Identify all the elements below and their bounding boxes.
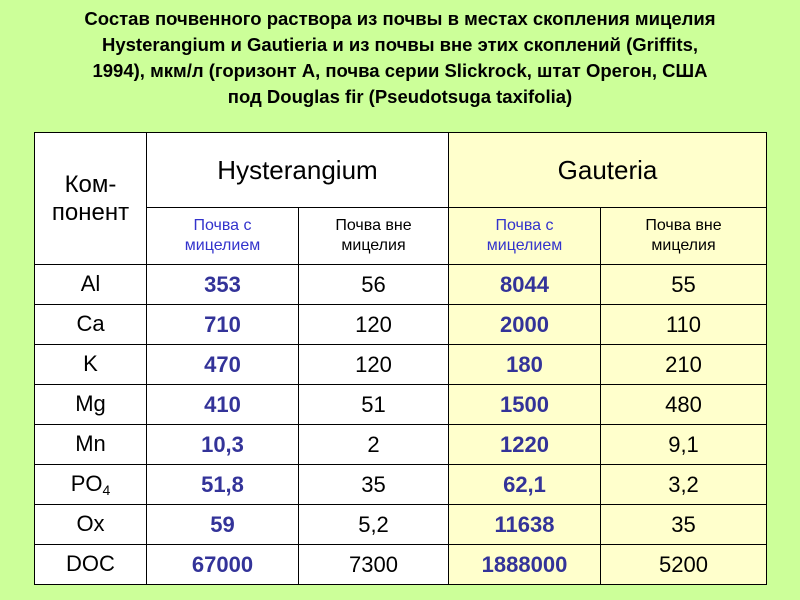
title-line: под Douglas fir (Pseudotsuga taxifolia) (227, 86, 573, 107)
gaut-with-value: 11638 (449, 505, 601, 545)
hyst-with-value: 51,8 (147, 465, 299, 505)
subheader-line: Почва с (193, 217, 252, 234)
subheader-line: Почва с (495, 217, 554, 234)
table-row (35, 425, 767, 465)
subheader-line: Почва вне (335, 217, 412, 234)
component-name: $PO_4$ (35, 465, 147, 505)
gaut-with-value: 8044 (449, 265, 601, 305)
gaut-without-value: 5200 (601, 545, 767, 585)
group-header-gauteria: Gauteria (449, 133, 767, 208)
subheader-line: мицелием (184, 237, 261, 254)
gaut-without-value: 55 (601, 265, 767, 305)
gaut-without-value: 3,2 (601, 465, 767, 505)
hyst-with-value: 353 (147, 265, 299, 305)
component-header-line: Ком- (64, 170, 117, 198)
subheader-line: мицелия (341, 237, 406, 254)
gaut-with-value: 1500 (449, 385, 601, 425)
title-line: Hysterangium и Gautieria и из почвы вне этих скоплений (Griffits, (101, 34, 699, 55)
hyst-with-value: 10,3 (147, 425, 299, 465)
subheader-hyst-without-mycelium (299, 208, 449, 265)
component-name: Ca (35, 305, 147, 345)
gaut-with-value: 180 (449, 345, 601, 385)
component-name: Mn (35, 425, 147, 465)
subheader-hyst-with-mycelium (147, 208, 299, 265)
table-row (35, 545, 767, 585)
hyst-without-value: 120 (299, 345, 449, 385)
subheader-line: мицелия (651, 237, 716, 254)
gaut-with-value: 2000 (449, 305, 601, 345)
hyst-without-value: 7300 (299, 545, 449, 585)
slide-title (10, 6, 790, 110)
table-row (35, 385, 767, 425)
hyst-without-value: 120 (299, 305, 449, 345)
soil-solution-table (34, 132, 767, 585)
title-line: 1994), мкм/л (горизонт А, почва серии Slickrock, штат Орегон, США (92, 60, 708, 81)
hyst-with-value: 710 (147, 305, 299, 345)
title-line: Состав почвенного раствора из почвы в местах скопления мицелия (84, 8, 716, 29)
component-name: K (35, 345, 147, 385)
table-row (35, 465, 767, 505)
gaut-with-value: 62,1 (449, 465, 601, 505)
subheader-line: Почва вне (645, 217, 722, 234)
subheader-line: мицелием (486, 237, 563, 254)
component-header-line: понент (51, 198, 130, 226)
gaut-without-value: 480 (601, 385, 767, 425)
gaut-without-value: 110 (601, 305, 767, 345)
hyst-without-value: 56 (299, 265, 449, 305)
hyst-without-value: 51 (299, 385, 449, 425)
gaut-without-value: 35 (601, 505, 767, 545)
hyst-without-value: 5,2 (299, 505, 449, 545)
hyst-without-value: 2 (299, 425, 449, 465)
component-name: Mg (35, 385, 147, 425)
gaut-with-value: 1888000 (449, 545, 601, 585)
subheader-gaut-without-mycelium (601, 208, 767, 265)
subheader-gaut-with-mycelium (449, 208, 601, 265)
hyst-without-value: 35 (299, 465, 449, 505)
hyst-with-value: 59 (147, 505, 299, 545)
gaut-without-value: 210 (601, 345, 767, 385)
gaut-with-value: 1220 (449, 425, 601, 465)
component-header (35, 133, 147, 265)
component-name: DOC (35, 545, 147, 585)
hyst-with-value: 67000 (147, 545, 299, 585)
group-header-hysterangium: Hysterangium (147, 133, 449, 208)
gaut-without-value: 9,1 (601, 425, 767, 465)
hyst-with-value: 470 (147, 345, 299, 385)
table-row (35, 305, 767, 345)
hyst-with-value: 410 (147, 385, 299, 425)
table-row (35, 505, 767, 545)
table-row (35, 345, 767, 385)
component-name: Ox (35, 505, 147, 545)
component-name: Al (35, 265, 147, 305)
table-row (35, 265, 767, 305)
